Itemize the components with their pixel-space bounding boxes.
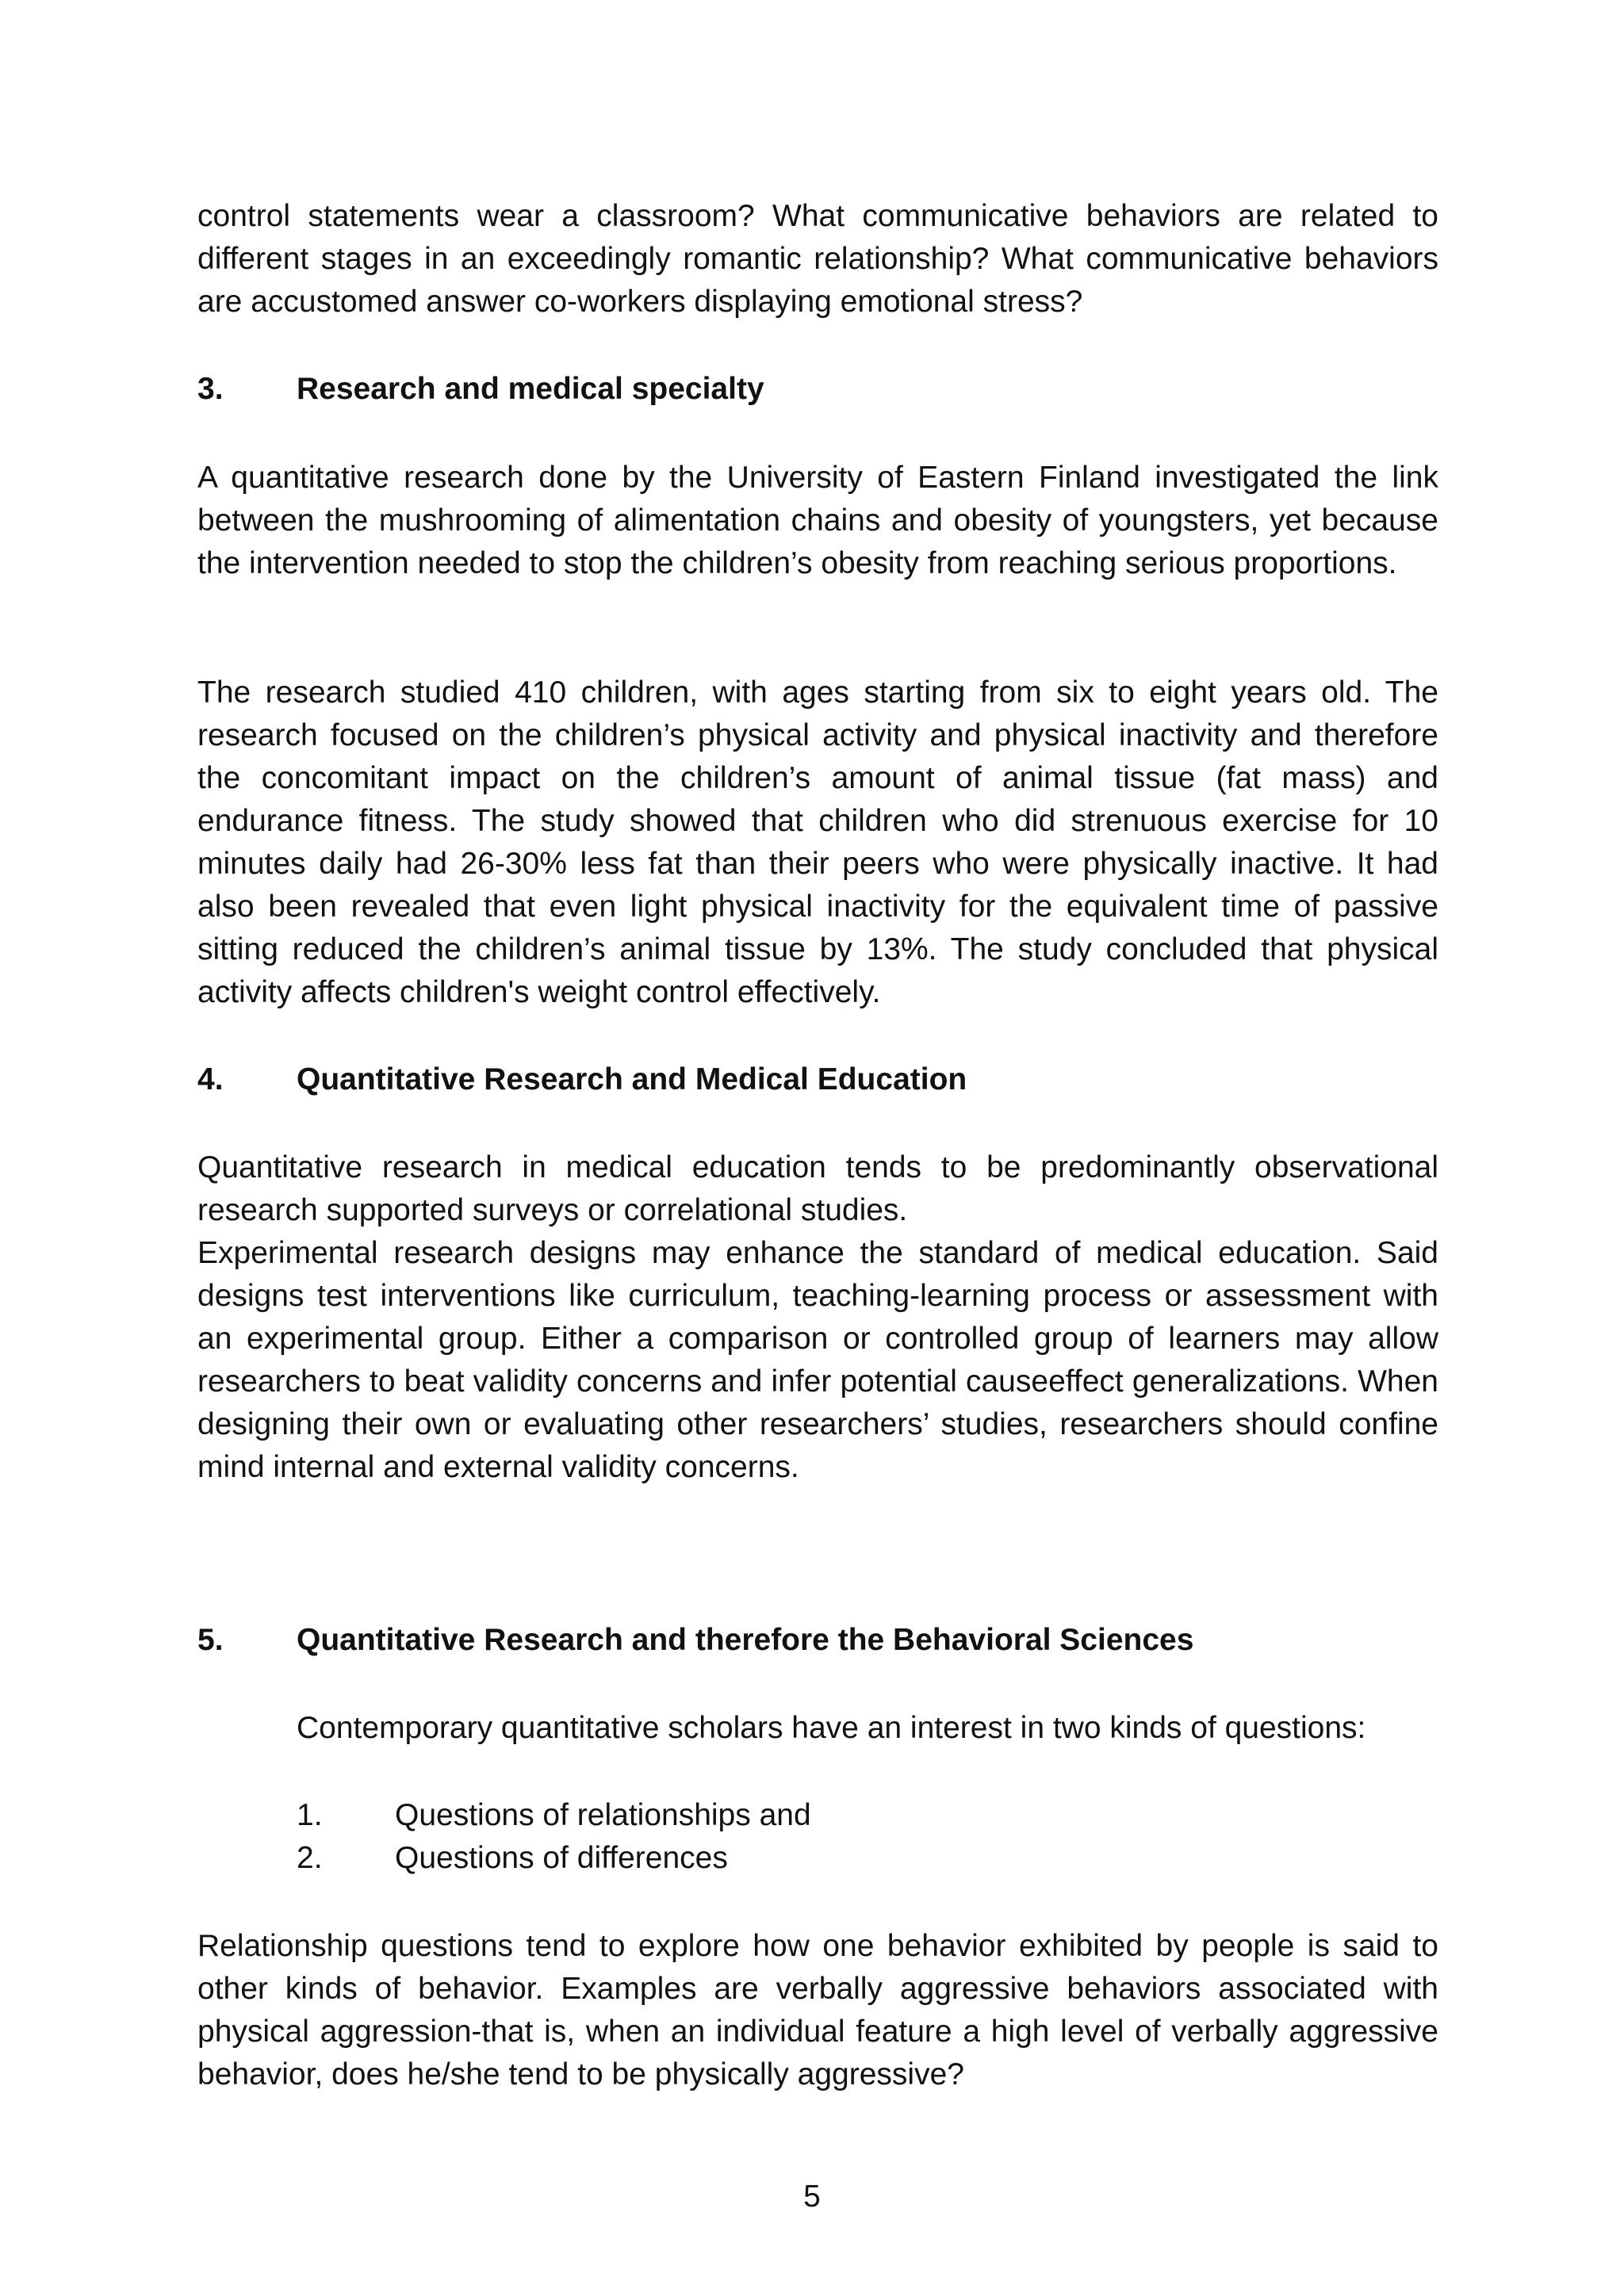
list-item-text: Questions of differences — [395, 1841, 728, 1875]
page-number: 5 — [803, 2179, 821, 2214]
section-5-intro: Contemporary quantitative scholars have an interest in two kinds of questions: — [297, 1711, 1366, 1745]
list-item-text: Questions of relationships and — [395, 1798, 811, 1832]
section-4-title: Quantitative Research and Medical Education — [297, 1062, 967, 1096]
section-3-paragraph-1: A quantitative research done by the University of Eastern Finland investigated the link between the mushrooming of alimentation chains and obesity of youngsters, yet because the intervention needed to stop the children’s obesity from reaching serious proportions. — [197, 461, 1438, 580]
list-item — [297, 1837, 1438, 1880]
section-5-number: 5. — [197, 1623, 224, 1657]
list-item-number: 1. — [297, 1798, 323, 1832]
list-item-number: 2. — [297, 1841, 323, 1875]
section-4-number: 4. — [197, 1062, 224, 1096]
section-4-heading — [197, 1058, 1438, 1101]
section-5-paragraph-2: Relationship questions tend to explore how one behavior exhibited by people is said to other kinds of behavior. Examples are verbally aggressive behaviors associated with physical aggression-that is, when an individual feature a high level of verbally aggressive behavior, does he/she tend to be physically aggressive? — [197, 1929, 1438, 2091]
section-3-paragraph-2: The research studied 410 children, with ages starting from six to eight years old. The research focused on the children’s physical activity and physical inactivity and therefore the concomitant impact on the children’s amount of animal tissue (fat mass) and endurance fitness. The study showed that children who did strenuous exercise for 10 minutes daily had 26-30% less fat than their peers who were physically inactive. It had also been revealed that even light physical inactivity for the equivalent time of passive sitting reduced the children’s animal tissue by 13%. The study concluded that physical activity affects children's weight control effectively. — [197, 675, 1438, 1009]
section-5-title: Quantitative Research and therefore the Behavioral Sciences — [297, 1623, 1194, 1657]
section-3-title: Research and medical specialty — [297, 372, 764, 406]
section-3-heading — [197, 368, 1438, 411]
intro-paragraph: control statements wear a classroom? What communicative behaviors are related to different stages in an exceedingly romantic relationship? What communicative behaviors are accustomed answer co-workers displaying emotional stress? — [197, 199, 1438, 319]
section-4-paragraph-1: Quantitative research in medical education tends to be predominantly observational research supported surveys or correlational studies. — [197, 1150, 1438, 1227]
section-4-paragraph-2: Experimental research designs may enhance the standard of medical education. Said designs test interventions like curriculum, teaching-learning process or assessment with an experimental group. Either a comparison or controlled group of learners may allow researchers to beat validity concerns and infer potential causeeffect generalizations. When designing their own or evaluating other researchers’ studies, researchers should confine mind internal and external validity concerns. — [197, 1236, 1438, 1484]
section-5-heading — [197, 1619, 1438, 1662]
list-item — [297, 1794, 1438, 1837]
section-3-number: 3. — [197, 372, 224, 406]
